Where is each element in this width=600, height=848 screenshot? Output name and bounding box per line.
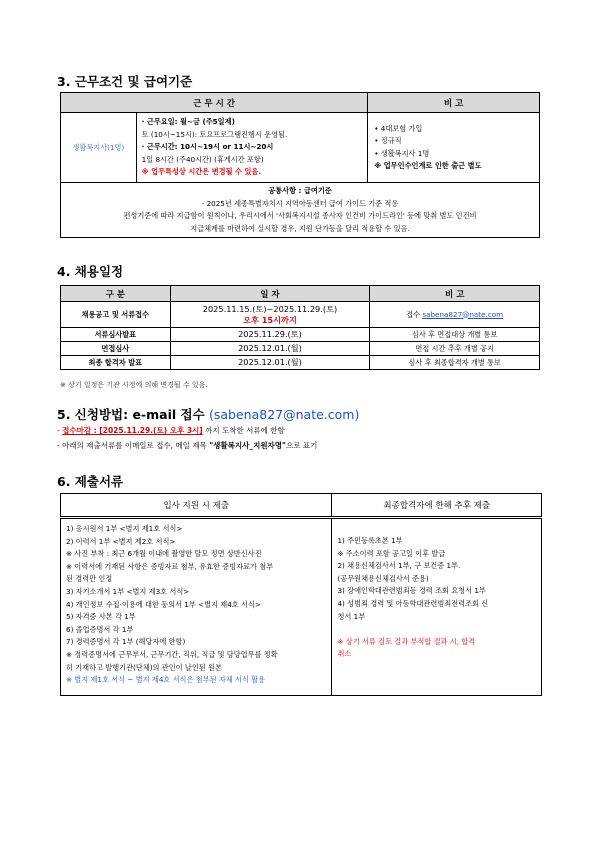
- apply-doc-item: 6) 졸업증명서 각 1부: [66, 624, 134, 634]
- note-cell: [368, 113, 540, 183]
- apply-docs-cell: [61, 518, 332, 696]
- header-date: 일 자: [170, 286, 370, 302]
- final-doc-item: 청서 1부: [337, 611, 366, 621]
- final-doc-item: 4) 성범죄 경력 및 아동학대관련범죄전력조회 신: [337, 598, 489, 608]
- apply-doc-item: 7) 경력증명서 각 1부 (해당자에 한함): [66, 637, 186, 647]
- section-4-title: 4. 채용일정: [57, 264, 124, 279]
- note-line: • 4대보험 가입: [374, 123, 423, 133]
- schedule-category: 최종 합격자 발표: [61, 356, 171, 370]
- header-work-hours: 근 무 시 간: [61, 93, 368, 113]
- final-doc-item: ※ 상기 서류 검토 결과 부적합 결과 시, 합격: [337, 636, 476, 646]
- common-line: - 2025년 세종특별자치시 지역아동센터 급여 가이드 기준 적용: [201, 198, 399, 208]
- common-line: 편성기준에 따라 지급함이 원칙이나, 우리시에서 '사회복지시설 종사자 인건비 가이드라인' 등에 맞춰 별도 인건비: [123, 211, 477, 220]
- section-6-title: 6. 제출서류: [57, 474, 124, 489]
- note-prefix: 접수: [406, 309, 423, 319]
- header-final-docs: 최종합격자에 한해 추후 제출: [332, 494, 542, 518]
- apply-doc-item: 된 경력만 인정: [66, 574, 113, 584]
- header-schedule-note: 비 고: [370, 286, 540, 302]
- section-5-title: [57, 405, 359, 423]
- subject-rest: 으로 표기: [285, 441, 318, 450]
- deadline-text: 접수마감 : [2025.11.29.(토) 오후 3시]: [62, 426, 203, 435]
- subject-line: [57, 440, 317, 451]
- section-5-title-text: 5. 신청방법: e-mail 접수: [57, 407, 209, 422]
- final-doc-item: (공무원채용신체검사서 준용): [337, 573, 429, 583]
- application-email[interactable]: (sabena827@nate.com): [209, 407, 360, 422]
- schedule-date: 2025.11.29.(토): [170, 328, 370, 342]
- apply-doc-item: 3) 자기소개서 1부 <별지 제3호 서식>: [66, 586, 190, 596]
- work-line-warning: ※ 업무특성상 시간은 변경될 수 있음.: [141, 167, 262, 177]
- final-doc-item: [337, 623, 536, 636]
- common-title: 공통사항 : 급여기준: [268, 186, 332, 195]
- deadline-line: [57, 425, 285, 436]
- schedule-category: 면접심사: [61, 342, 171, 356]
- work-line: 1일 8시간 (주40시간) (휴게시간 포함): [141, 154, 264, 164]
- work-conditions-table: [60, 92, 540, 238]
- schedule-category: 서류심사발표: [61, 328, 171, 342]
- final-docs-cell: [332, 518, 542, 696]
- work-line: · 근무시간: 10시~19시 or 11시~20시: [141, 142, 274, 152]
- note-line: • 정규직: [374, 136, 402, 145]
- note-line: • 생활복지사 1명: [374, 148, 430, 158]
- schedule-note: [370, 302, 540, 328]
- header-category: 구 분: [61, 286, 171, 302]
- subject-prefix: - 아래의 제출서류를 이메일로 접수, 메일 제목: [57, 441, 210, 450]
- apply-doc-item: 2) 이력서 1부 <별지 제2호 서식>: [66, 536, 176, 546]
- apply-doc-item: ※ 경력증명서에 근무부서, 근무기간, 직위, 직급 및 담당업무를 정확: [66, 649, 278, 659]
- table-row: [61, 328, 540, 342]
- final-docs-list: [337, 535, 536, 661]
- line-prefix: -: [57, 426, 63, 435]
- email-link[interactable]: sabena827@nate.com: [422, 309, 504, 319]
- schedule-date: 2025.12.01.(월): [170, 342, 370, 356]
- apply-doc-item: 5) 자격증 사본 각 1부: [66, 612, 136, 622]
- documents-table: [60, 493, 542, 696]
- final-doc-item: 2) 채용신체검사서 1부, 구 보건증 1부.: [337, 561, 461, 571]
- schedule-footnote: ※ 상기 일정은 기관 사정에 의해 변경될 수 있음.: [60, 381, 208, 389]
- work-hours-cell: [136, 113, 368, 183]
- apply-doc-item: 4) 개인정보 수집·이용에 대한 동의서 1부 <별지 제4호 서식>: [66, 599, 261, 609]
- apply-doc-item: ※ 사진 부착 : 최근 6개월 이내에 촬영한 탈모 정면 상반신사진: [66, 549, 262, 559]
- apply-doc-item: ※ 이력서에 기재된 사항은 증빙자료 첨부, 유효한 증빙자료가 첨부: [66, 561, 274, 571]
- apply-doc-item: 히 기재하고 발행기관(단체)의 관인이 날인된 원본: [66, 662, 222, 672]
- schedule-category: 채용공고 및 서류접수: [61, 302, 171, 328]
- note-line: ※ 업무인수인계로 인한 출근 별도: [374, 161, 482, 170]
- header-apply-docs: 입사 지원 시 제출: [61, 494, 332, 518]
- apply-docs-list: [66, 523, 326, 687]
- common-cell: [61, 183, 540, 238]
- schedule-note: 면접 시간 추후 개별 공지: [370, 342, 540, 356]
- apply-doc-item: 1) 응시원서 1부 <별지 제1호 서식>: [66, 524, 183, 533]
- work-line: 토 (10시~15시): 토요프로그램진행시 운영됨.: [141, 129, 288, 139]
- schedule-date-text: 2025.11.15.(토)~2025.11.29.(토): [202, 303, 338, 314]
- schedule-deadline: 오후 15시까지: [243, 314, 297, 325]
- final-doc-item: 3) 장애인학대관련범죄등 경력 조회 요청서 1부: [337, 586, 486, 596]
- schedule-note: 심사 후 최종합격자 개별 통보: [370, 356, 540, 370]
- subject-format: "생활복지사_지원자명": [209, 441, 286, 450]
- section-3-title: 3. 근무조건 및 급여기준: [57, 74, 193, 89]
- deadline-rest: 까지 도착한 서류에 한함: [202, 426, 285, 435]
- apply-doc-item: ※ 별지 제1호 서식 ~ 별지 제4호 서식은 첨부된 자체 서식 활용: [66, 675, 266, 685]
- header-note: 비 고: [368, 93, 540, 113]
- final-doc-item: 1) 주민등록초본 1부: [337, 536, 403, 545]
- table-row: [61, 356, 540, 370]
- table-row: [61, 342, 540, 356]
- schedule-date: 2025.12.01.(월): [170, 356, 370, 370]
- common-line: 지급체계를 마련하여 실시할 경우, 지원 단가등을 달리 적용할 수 있음.: [190, 223, 410, 233]
- final-doc-item: ※ 주소이력 포함 공고일 이후 발급: [337, 548, 446, 558]
- schedule-date: [170, 302, 370, 328]
- position-cell: 생활복지사(1명): [61, 113, 137, 183]
- schedule-note: 심사 후 면접대상 개별 통보: [370, 328, 540, 342]
- table-row: [61, 302, 540, 328]
- schedule-table: [60, 285, 540, 370]
- final-doc-item: 취소: [337, 649, 352, 659]
- work-line: · 근무요일: 월~금 (주5일제): [141, 117, 235, 127]
